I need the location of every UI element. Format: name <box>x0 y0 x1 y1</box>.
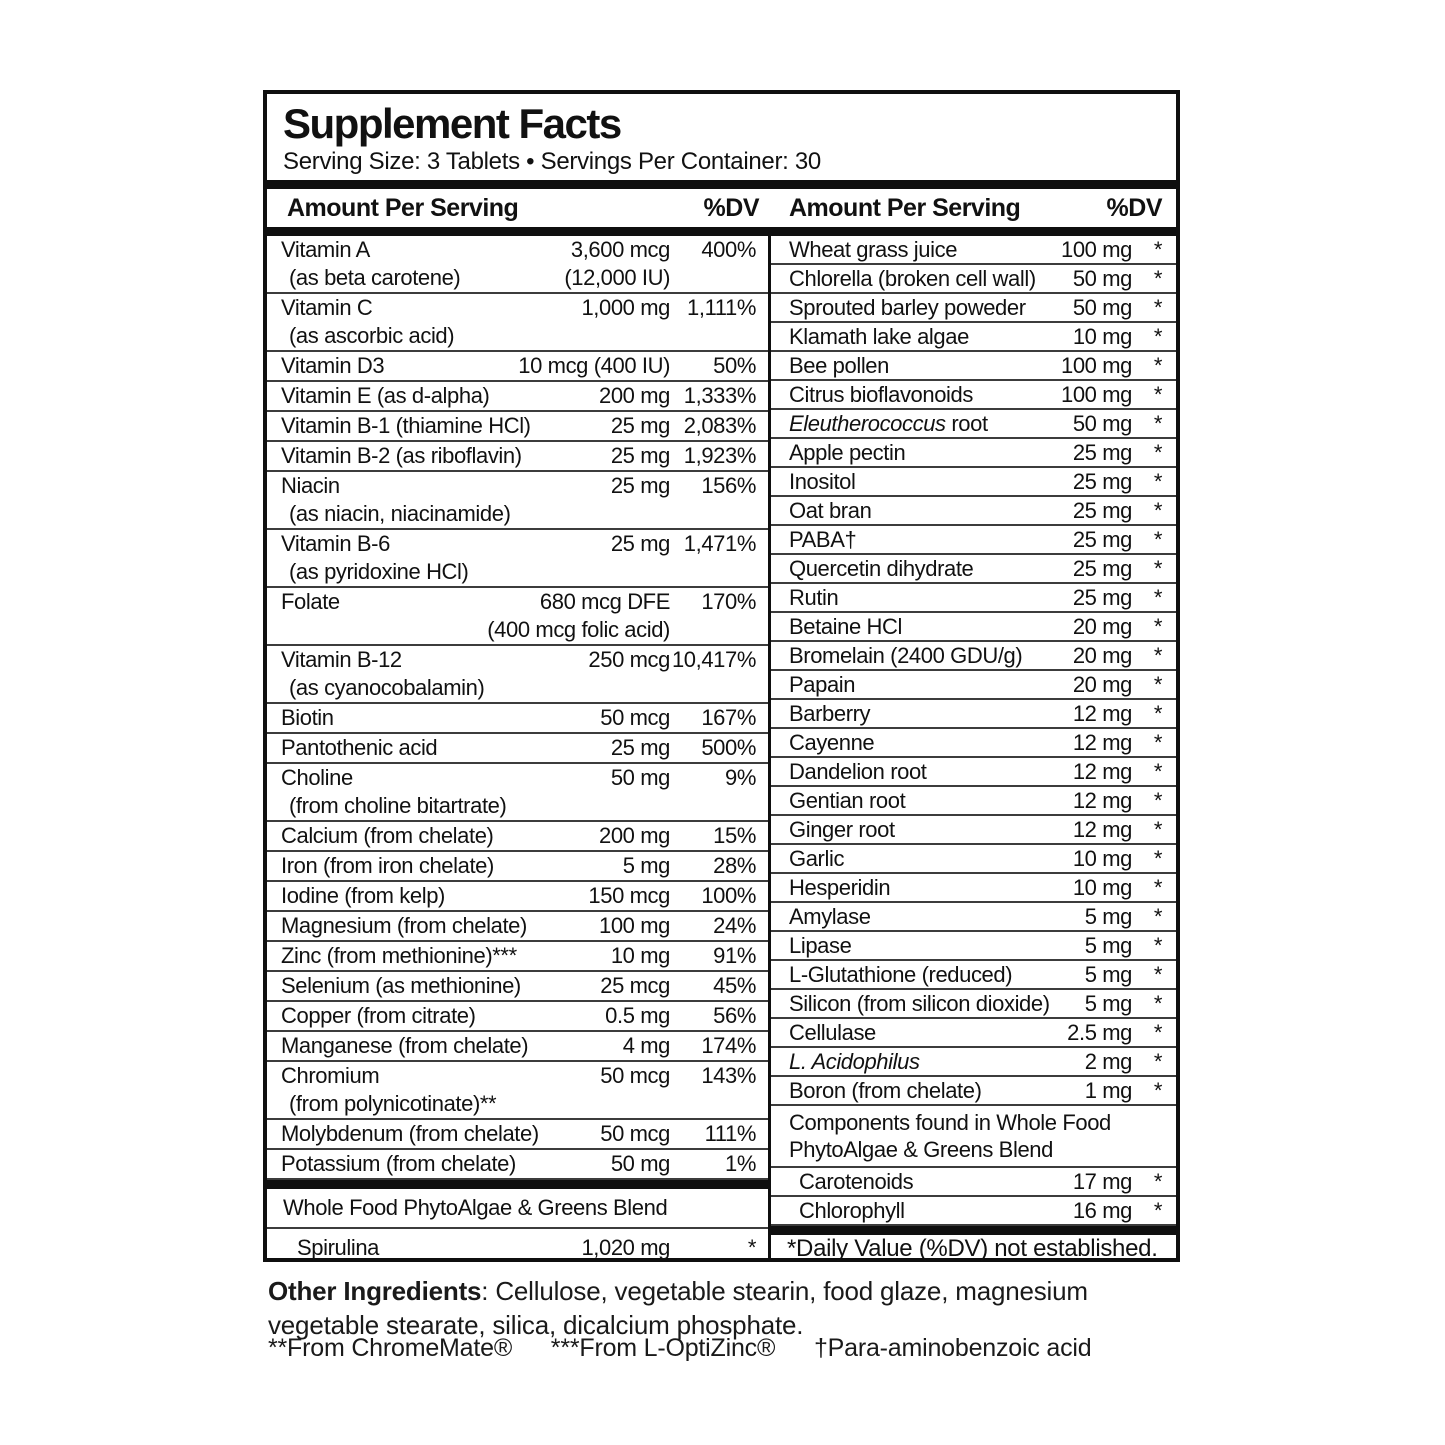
nutrient-sub-amount: (400 mcg folic acid) <box>487 617 670 642</box>
amount-per-serving-header-left: Amount Per Serving <box>287 193 519 222</box>
amount-per-serving-header-right: Amount Per Serving <box>789 193 1021 222</box>
nutrient-amount: 100 mg <box>1061 382 1132 407</box>
nutrient-amount: 16 mg <box>1072 1198 1132 1223</box>
nutrient-dv: 1,471% <box>683 531 756 556</box>
nutrient-name: Bee pollen <box>789 353 889 378</box>
nutrient-name: Iodine (from kelp) <box>281 883 445 908</box>
nutrient-name: Cayenne <box>789 730 875 755</box>
nutrient-row <box>267 412 768 442</box>
nutrient-amount: 150 mcg <box>588 883 670 908</box>
components-section-header <box>771 1106 1176 1168</box>
nutrient-dv: * <box>1153 353 1162 378</box>
nutrient-amount: 25 mg <box>1072 469 1132 494</box>
nutrient-amount: 10 mg <box>1072 875 1132 900</box>
nutrient-dv: * <box>1153 904 1162 929</box>
nutrient-dv: * <box>1153 469 1162 494</box>
nutrient-dv: 45% <box>713 973 756 998</box>
nutrient-row <box>771 265 1176 294</box>
nutrient-dv <box>670 792 756 820</box>
nutrient-amount: 12 mg <box>1072 759 1132 784</box>
nutrient-row <box>267 442 768 472</box>
nutrient-amount: 12 mg <box>1072 701 1132 726</box>
nutrient-name: Calcium (from chelate) <box>281 823 494 848</box>
nutrient-name: Amylase <box>789 904 871 929</box>
component-rows <box>771 1168 1176 1226</box>
nutrient-name: PABA† <box>789 527 857 552</box>
nutrient-dv: * <box>1153 672 1162 697</box>
nutrient-dv: * <box>1153 643 1162 668</box>
nutrient-name <box>789 1048 1085 1075</box>
nutrient-dv: * <box>1153 759 1162 784</box>
nutrient-amount: 20 mg <box>1072 672 1132 697</box>
nutrient-amount: 50 mcg <box>600 1121 670 1146</box>
nutrient-amount: 100 mg <box>1061 353 1132 378</box>
nutrient-row <box>267 588 768 646</box>
nutrient-row <box>771 352 1176 381</box>
nutrient-row <box>267 764 768 822</box>
nutrient-row <box>267 530 768 588</box>
nutrient-row <box>771 932 1176 961</box>
nutrient-name: Zinc (from methionine)*** <box>281 943 517 968</box>
nutrient-amount: 5 mg <box>1084 991 1132 1016</box>
nutrient-name: Selenium (as methionine) <box>281 973 521 998</box>
nutrient-amount: 4 mg <box>622 1033 670 1058</box>
nutrient-amount: 5 mg <box>1084 962 1132 987</box>
nutrient-name: Manganese (from chelate) <box>281 1033 529 1058</box>
nutrient-dv: 143% <box>701 1063 756 1088</box>
nutrient-name: Rutin <box>789 585 839 610</box>
nutrient-row <box>771 555 1176 584</box>
nutrient-dv: * <box>1153 614 1162 639</box>
nutrient-name: Vitamin B-12 <box>281 647 402 672</box>
nutrient-dv: 15% <box>713 823 756 848</box>
nutrient-name: Wheat grass juice <box>789 237 958 262</box>
nutrient-row <box>771 1168 1176 1197</box>
nutrient-name: Vitamin E (as d-alpha) <box>281 383 490 408</box>
nutrient-dv: 1,923% <box>683 443 756 468</box>
nutrient-amount: 50 mg <box>1072 411 1132 436</box>
nutrient-name: Vitamin C <box>281 295 373 320</box>
nutrient-name: Lipase <box>789 933 852 958</box>
nutrient-row <box>771 1048 1176 1077</box>
nutrient-name: Ginger root <box>789 817 895 842</box>
nutrient-row <box>267 1002 768 1032</box>
nutrient-name: Vitamin A <box>281 237 370 262</box>
supplement-facts-label <box>263 90 1180 1262</box>
nutrient-dv: * <box>1153 788 1162 813</box>
nutrient-amount: 20 mg <box>1072 643 1132 668</box>
separator-bar-headers <box>267 227 1176 236</box>
nutrient-amount: 25 mg <box>1072 498 1132 523</box>
nutrient-name: Spirulina <box>297 1235 380 1260</box>
nutrient-amount: 12 mg <box>1072 817 1132 842</box>
nutrient-row <box>771 236 1176 265</box>
nutrient-amount: 5 mg <box>1084 933 1132 958</box>
nutrient-amount: 25 mg <box>610 531 670 556</box>
nutrient-name: Biotin <box>281 705 334 730</box>
nutrient-dv: 1,111% <box>687 295 756 320</box>
nutrient-amount: 5 mg <box>622 853 670 878</box>
nutrient-dv: * <box>1153 991 1162 1016</box>
nutrient-dv: 111% <box>704 1121 756 1146</box>
nutrient-row <box>771 642 1176 671</box>
nutrient-row <box>771 381 1176 410</box>
nutrient-dv: * <box>1153 933 1162 958</box>
nutrient-amount: 12 mg <box>1072 730 1132 755</box>
nutrient-name: Vitamin D3 <box>281 353 385 378</box>
nutrient-dv: 56% <box>713 1003 756 1028</box>
nutrient-dv: 156% <box>701 473 756 498</box>
nutrient-name: Vitamin B-6 <box>281 531 390 556</box>
nutrient-row <box>771 468 1176 497</box>
nutrient-row <box>267 942 768 972</box>
nutrient-row <box>267 822 768 852</box>
nutrient-row <box>771 526 1176 555</box>
nutrient-row <box>771 787 1176 816</box>
nutrient-name: Carotenoids <box>799 1169 914 1194</box>
nutrient-amount: 200 mg <box>599 383 670 408</box>
nutrient-amount: 250 mcg <box>588 647 670 672</box>
nutrient-dv: 100% <box>701 883 756 908</box>
nutrient-amount: 3,600 mcg <box>570 237 670 262</box>
nutrient-name: Pantothenic acid <box>281 735 438 760</box>
nutrient-amount: 12 mg <box>1072 788 1132 813</box>
left-column <box>267 236 771 1258</box>
nutrient-row <box>771 874 1176 903</box>
nutrient-row <box>771 990 1176 1019</box>
nutrient-dv: 500% <box>701 735 756 760</box>
nutrient-name: Klamath lake algae <box>789 324 969 349</box>
nutrient-dv: 91% <box>713 943 756 968</box>
nutrient-name: Dandelion root <box>789 759 927 784</box>
nutrient-name: Papain <box>789 672 856 697</box>
right-column <box>771 236 1176 1262</box>
nutrient-row <box>267 1062 768 1120</box>
nutrient-row <box>771 816 1176 845</box>
nutrient-row <box>771 584 1176 613</box>
nutrient-sub-name: (from choline bitartrate) <box>289 793 507 818</box>
nutrient-amount: 100 mg <box>1061 237 1132 262</box>
nutrient-amount: 50 mg <box>1072 266 1132 291</box>
nutrient-dv: * <box>1153 382 1162 407</box>
nutrient-name-part: root <box>945 411 988 436</box>
column-header-left <box>267 194 771 223</box>
nutrient-amount: 10 mg <box>610 943 670 968</box>
nutrient-sub-name: (from polynicotinate)** <box>289 1091 497 1116</box>
nutrient-amount: 10 mg <box>1072 324 1132 349</box>
nutrient-name: Copper (from citrate) <box>281 1003 476 1028</box>
nutrient-amount: 17 mg <box>1072 1169 1132 1194</box>
nutrient-amount: 25 mg <box>1072 527 1132 552</box>
nutrient-dv: * <box>747 1235 756 1260</box>
nutrient-dv: * <box>1153 556 1162 581</box>
column-headers <box>267 189 1176 227</box>
nutrient-row <box>267 882 768 912</box>
nutrient-dv: 170% <box>701 589 756 614</box>
nutrient-name: Magnesium (from chelate) <box>281 913 527 938</box>
nutrient-amount: 2.5 mg <box>1067 1020 1132 1045</box>
separator-bar-footnote <box>771 1226 1176 1235</box>
nutrient-dv: * <box>1153 875 1162 900</box>
nutrient-amount: 100 mg <box>599 913 670 938</box>
nutrient-sub-name: (as cyanocobalamin) <box>289 675 485 700</box>
nutrient-dv: 10,417% <box>671 647 756 672</box>
nutrient-amount: 1,000 mg <box>581 295 670 320</box>
nutrient-dv: 1,333% <box>683 383 756 408</box>
daily-value-footnote: *Daily Value (%DV) not established. <box>787 1235 1158 1262</box>
nutrient-amount: 25 mcg <box>600 973 670 998</box>
nutrient-dv: * <box>1153 730 1162 755</box>
nutrient-name: Silicon (from silicon dioxide) <box>789 991 1050 1016</box>
nutrient-row <box>267 646 768 704</box>
other-ingredients-paragraph <box>268 1274 1180 1342</box>
components-header-line2: PhytoAlgae & Greens Blend <box>789 1137 1053 1162</box>
nutrient-dv <box>670 674 756 702</box>
nutrient-amount: 50 mg <box>610 1151 670 1176</box>
nutrient-dv: 400% <box>701 237 756 262</box>
nutrient-dv: * <box>1153 585 1162 610</box>
nutrient-row <box>771 700 1176 729</box>
nutrient-name: Vitamin B-1 (thiamine HCl) <box>281 413 531 438</box>
nutrient-amount: 5 mg <box>1084 904 1132 929</box>
nutrient-row <box>267 294 768 352</box>
nutrient-name: Oat bran <box>789 498 872 523</box>
nutrient-amount: 680 mcg DFE <box>539 589 670 614</box>
nutrient-name: Apple pectin <box>789 440 906 465</box>
other-ingredients-text: : Cellulose, vegetable stearin, food glaze, magnesium vegetable stearate, silica, dicalcium phosphate. <box>268 1276 1088 1340</box>
nutrient-name: Folate <box>281 589 340 614</box>
nutrient-amount: 25 mg <box>610 735 670 760</box>
nutrient-row <box>771 1077 1176 1106</box>
footnote-item: †Para-aminobenzoic acid <box>813 1334 1092 1362</box>
nutrient-row <box>771 961 1176 990</box>
nutrient-row <box>267 912 768 942</box>
nutrient-row <box>267 1150 768 1180</box>
nutrient-name: Molybdenum (from chelate) <box>281 1121 539 1146</box>
nutrient-row <box>771 671 1176 700</box>
nutrient-dv: * <box>1153 962 1162 987</box>
nutrient-amount: 1 mg <box>1084 1078 1132 1103</box>
nutrient-row <box>267 382 768 412</box>
nutrient-dv: 2,083% <box>683 413 756 438</box>
nutrient-dv: * <box>1153 411 1162 436</box>
other-ingredients-label: Other Ingredients <box>268 1276 482 1306</box>
nutrient-row <box>267 1120 768 1150</box>
nutrient-sub-name <box>281 616 487 644</box>
nutrient-row <box>267 852 768 882</box>
nutrient-dv: 24% <box>713 913 756 938</box>
nutrient-row <box>771 439 1176 468</box>
column-header-right <box>771 194 1176 223</box>
nutrient-name: Inositol <box>789 469 856 494</box>
nutrient-row <box>771 1019 1176 1048</box>
nutrient-name: Boron (from chelate) <box>789 1078 982 1103</box>
nutrient-amount: 10 mg <box>1072 846 1132 871</box>
nutrient-amount: 20 mg <box>1072 614 1132 639</box>
nutrient-dv: 1% <box>725 1151 756 1176</box>
nutrient-row <box>267 972 768 1002</box>
nutrient-name: Cellulase <box>789 1020 876 1045</box>
nutrient-row <box>771 323 1176 352</box>
nutrient-amount: 25 mg <box>1072 556 1132 581</box>
nutrient-row <box>267 236 768 294</box>
nutrient-amount: 50 mcg <box>600 705 670 730</box>
nutrient-name: Niacin <box>281 473 340 498</box>
nutrient-dv <box>670 322 756 350</box>
nutrient-amount: 25 mg <box>610 413 670 438</box>
nutrient-dv: * <box>1153 1078 1162 1103</box>
nutrient-row <box>771 1197 1176 1226</box>
nutrient-row <box>771 294 1176 323</box>
nutrient-amount: 200 mg <box>599 823 670 848</box>
nutrient-row <box>267 734 768 764</box>
nutrient-amount: 0.5 mg <box>605 1003 670 1028</box>
dv-header-left: %DV <box>703 193 759 222</box>
nutrient-name: Garlic <box>789 846 845 871</box>
nutrient-table-body <box>267 236 1176 1262</box>
nutrient-dv <box>670 616 756 644</box>
nutrient-dv: 167% <box>701 705 756 730</box>
nutrient-name: Chlorophyll <box>799 1198 905 1223</box>
nutrient-dv: * <box>1153 1020 1162 1045</box>
nutrient-dv: * <box>1153 1049 1162 1074</box>
serving-size-line: Serving Size: 3 Tablets • Servings Per Container: 30 <box>283 148 821 175</box>
nutrient-amount: 2 mg <box>1084 1049 1132 1074</box>
nutrient-dv: 9% <box>725 765 756 790</box>
nutrient-name: Chromium <box>281 1063 380 1088</box>
nutrient-dv: * <box>1153 295 1162 320</box>
nutrient-amount: 25 mg <box>610 473 670 498</box>
nutrient-name: L-Glutathione (reduced) <box>789 962 1013 987</box>
nutrient-dv: * <box>1153 498 1162 523</box>
nutrient-sub-amount: (12,000 IU) <box>564 265 670 290</box>
nutrient-amount: 25 mg <box>610 443 670 468</box>
nutrient-name: Gentian root <box>789 788 906 813</box>
dv-header-right: %DV <box>1106 193 1162 222</box>
nutrient-row <box>267 472 768 530</box>
nutrient-dv: * <box>1153 1169 1162 1194</box>
nutrient-dv: * <box>1153 846 1162 871</box>
nutrient-dv: * <box>1153 237 1162 262</box>
nutrient-row <box>267 352 768 382</box>
nutrient-amount: 25 mg <box>1072 585 1132 610</box>
nutrient-dv: * <box>1153 817 1162 842</box>
nutrient-row <box>267 1032 768 1062</box>
nutrient-dv: * <box>1153 527 1162 552</box>
nutrient-dv: 50% <box>713 353 756 378</box>
separator-bar-top <box>267 180 1176 189</box>
nutrient-row <box>267 704 768 734</box>
nutrient-name: Citrus bioflavonoids <box>789 382 973 407</box>
nutrient-name: Iron (from iron chelate) <box>281 853 494 878</box>
nutrient-dv <box>670 500 756 528</box>
right-rows <box>771 236 1176 1106</box>
nutrient-name: Hesperidin <box>789 875 891 900</box>
nutrient-name-part: Eleutherococcus <box>789 411 946 436</box>
nutrient-dv <box>670 558 756 586</box>
nutrient-dv: * <box>1153 701 1162 726</box>
nutrient-sub-name: (as niacin, niacinamide) <box>289 501 511 526</box>
nutrient-row <box>771 845 1176 874</box>
nutrient-name: Chlorella (broken cell wall) <box>789 266 1036 291</box>
nutrient-dv: * <box>1153 1198 1162 1223</box>
nutrient-name: Barberry <box>789 701 871 726</box>
nutrient-amount: 50 mcg <box>600 1063 670 1088</box>
nutrient-name: Sprouted barley poweder <box>789 295 1026 320</box>
nutrient-dv: 28% <box>713 853 756 878</box>
nutrient-row <box>771 410 1176 439</box>
nutrient-row <box>771 613 1176 642</box>
nutrient-amount: 50 mg <box>610 765 670 790</box>
blend-section-header: Whole Food PhytoAlgae & Greens Blend <box>267 1189 768 1229</box>
blend-row <box>267 1229 768 1262</box>
nutrient-amount: 50 mg <box>1072 295 1132 320</box>
nutrient-name: Quercetin dihydrate <box>789 556 974 581</box>
nutrient-name-part: L. Acidophilus <box>789 1049 920 1074</box>
components-header-line1: Components found in Whole Food <box>789 1110 1111 1135</box>
nutrient-row <box>771 497 1176 526</box>
nutrient-name: Potassium (from chelate) <box>281 1151 516 1176</box>
nutrient-sub-name: (as pyridoxine HCl) <box>289 559 469 584</box>
footnote-item: ***From L-OptiZinc® <box>550 1334 776 1362</box>
nutrient-amount: 10 mcg (400 IU) <box>518 353 670 378</box>
nutrient-dv <box>670 1090 756 1118</box>
left-rows <box>267 236 768 1180</box>
nutrient-dv: * <box>1153 324 1162 349</box>
nutrient-row <box>771 903 1176 932</box>
supplement-facts-title: Supplement Facts <box>283 100 621 147</box>
separator-bar-blend <box>267 1180 768 1189</box>
nutrient-dv: * <box>1153 440 1162 465</box>
nutrient-name: Betaine HCl <box>789 614 902 639</box>
nutrient-dv <box>670 264 756 292</box>
nutrient-name: Bromelain (2400 GDU/g) <box>789 643 1023 668</box>
nutrient-name <box>789 410 1073 437</box>
nutrient-row <box>771 758 1176 787</box>
nutrient-row <box>771 729 1176 758</box>
label-title-block <box>267 94 1176 180</box>
nutrient-amount: 25 mg <box>1072 440 1132 465</box>
footnote-line <box>268 1334 1123 1363</box>
footnote-item: **From ChromeMate® <box>268 1334 513 1362</box>
nutrient-dv: * <box>1153 266 1162 291</box>
nutrient-name: Vitamin B-2 (as riboflavin) <box>281 443 522 468</box>
nutrient-dv: 174% <box>701 1033 756 1058</box>
nutrient-amount: 1,020 mg <box>581 1235 670 1260</box>
nutrient-sub-name: (as ascorbic acid) <box>289 323 455 348</box>
nutrient-name: Choline <box>281 765 353 790</box>
nutrient-sub-name: (as beta carotene) <box>289 265 461 290</box>
